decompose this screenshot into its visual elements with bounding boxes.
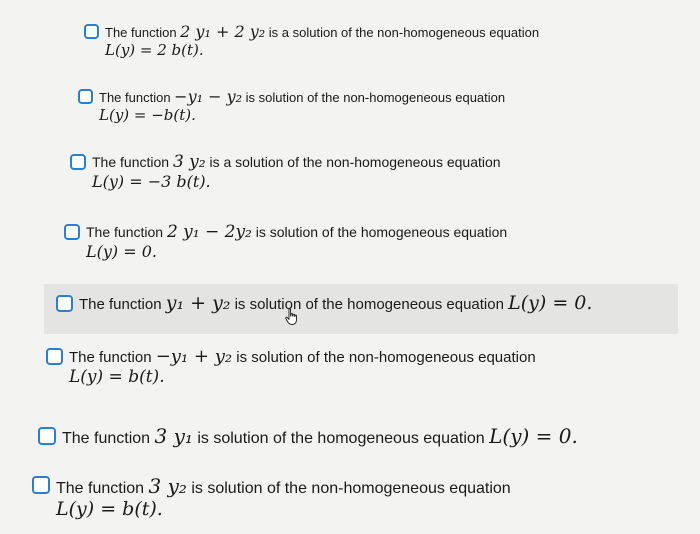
option-6-math: −y₁ + y₂ [155, 346, 233, 367]
option-2-equation: L(y) = −b(t). [99, 106, 196, 124]
option-3-math: 3 y₂ [172, 152, 206, 172]
option-8-equation: L(y) = b(t). [56, 498, 163, 520]
checkbox-icon[interactable] [32, 476, 50, 494]
option-3-text: The function 3 y₂ is a solution of the non-homogeneous equation [92, 152, 501, 172]
option-1-text: The function 2 y₁ + 2 y₂ is a solution of the non-homogeneous equation [105, 22, 540, 41]
option-5-text: The function y₁ + y₂ is solution of the homogeneous equation L(y) = 0. [79, 292, 593, 314]
checkbox-icon[interactable] [78, 89, 93, 104]
checkbox-icon[interactable] [64, 224, 80, 240]
option-4[interactable] [64, 222, 507, 261]
checkbox-icon[interactable] [84, 24, 99, 39]
option-1[interactable] [84, 22, 539, 59]
option-7-text: The function 3 y₁ is solution of the homogeneous equation L(y) = 0. [62, 424, 578, 448]
option-6[interactable] [46, 346, 536, 387]
option-6-equation: L(y) = b(t). [69, 367, 165, 387]
option-2-text: The function −y₁ − y₂ is solution of the non-homogeneous equation [99, 87, 506, 106]
option-4-equation: L(y) = 0. [86, 242, 157, 261]
option-1-math: 2 y₁ + 2 y₂ [180, 22, 266, 41]
option-6-text: The function −y₁ + y₂ is solution of the non-homogeneous equation [69, 346, 536, 367]
option-2-math: −y₁ − y₂ [174, 87, 243, 106]
option-4-math: 2 y₁ − 2y₂ [166, 222, 252, 242]
option-8-text: The function 3 y₂ is solution of the non-homogeneous equation [56, 474, 511, 498]
checkbox-icon[interactable] [70, 154, 86, 170]
option-7-math: 3 y₁ [154, 424, 193, 448]
option-5-math: y₁ + y₂ [165, 292, 231, 314]
option-5-equation: L(y) = 0. [508, 292, 593, 314]
hand-pointer-icon [284, 308, 300, 326]
checkbox-icon[interactable] [56, 295, 73, 312]
option-5[interactable] [56, 292, 592, 314]
option-2[interactable] [78, 87, 505, 124]
option-4-text: The function 2 y₁ − 2y₂ is solution of the homogeneous equation [86, 222, 508, 242]
option-8-math: 3 y₂ [148, 474, 187, 498]
option-8[interactable] [32, 474, 511, 520]
option-3-equation: L(y) = −3 b(t). [92, 172, 211, 191]
checkbox-icon[interactable] [46, 348, 63, 365]
checkbox-icon[interactable] [38, 427, 56, 445]
option-1-equation: L(y) = 2 b(t). [105, 41, 204, 59]
option-7[interactable] [38, 424, 578, 448]
option-3[interactable] [70, 152, 501, 191]
option-7-equation: L(y) = 0. [489, 424, 578, 448]
